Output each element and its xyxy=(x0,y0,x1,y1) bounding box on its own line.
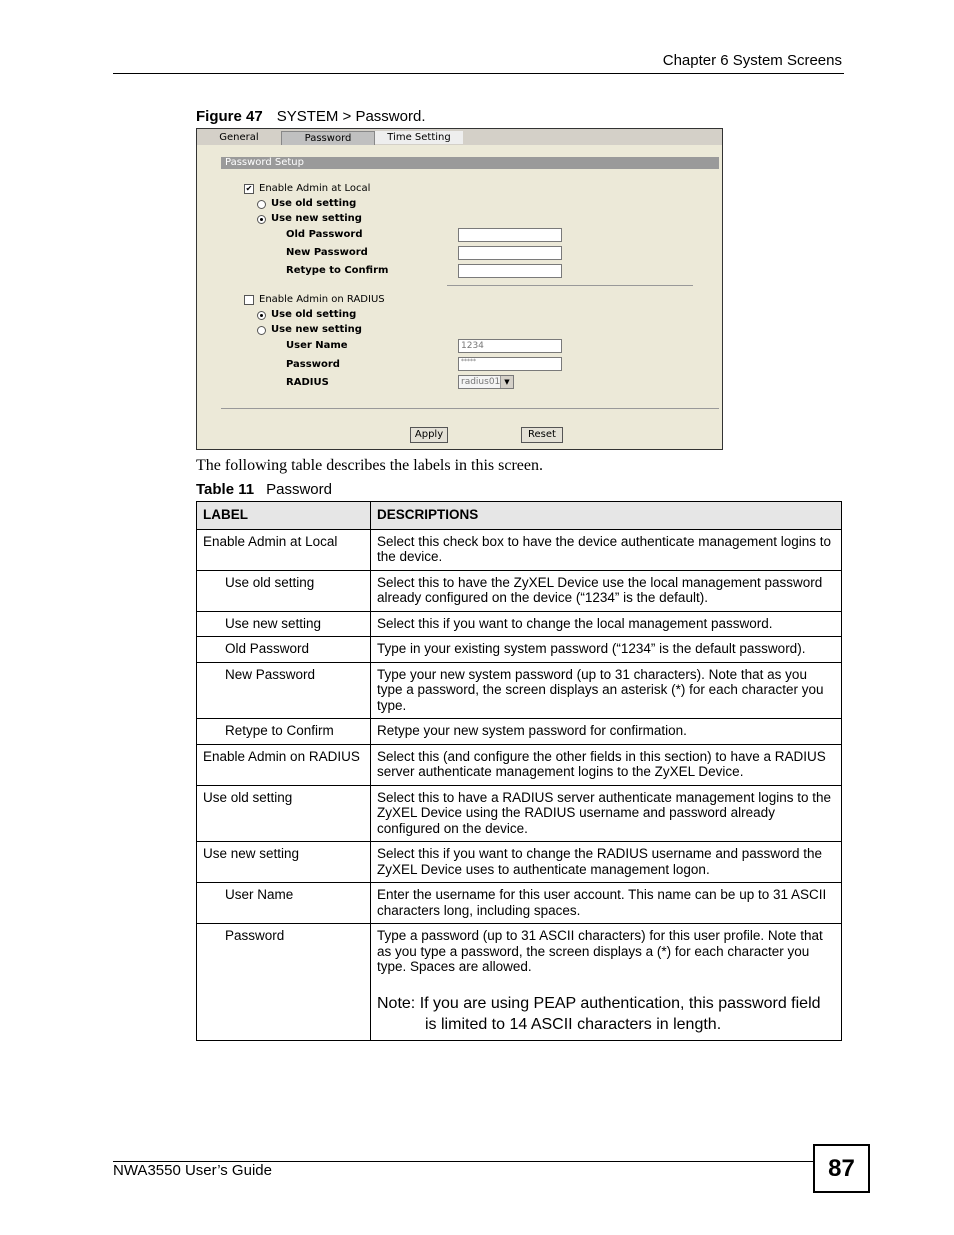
row-desc: Select this to have the ZyXEL Device use the local management password already configured on the device (“1234” is the default). xyxy=(371,570,842,611)
table-row xyxy=(197,529,842,570)
enable-radius-checkbox[interactable] xyxy=(244,295,254,305)
row-label: New Password xyxy=(197,662,371,719)
old-password-input[interactable] xyxy=(458,228,562,242)
divider-bottom xyxy=(221,408,719,409)
row-desc: Select this to have a RADIUS server authenticate management logins to the ZyXEL Device using the RADIUS username and password already configured on the device. xyxy=(371,785,842,842)
new-password-label: New Password xyxy=(286,247,368,258)
table-row xyxy=(197,785,842,842)
section-header: Password Setup xyxy=(221,157,719,169)
retype-input[interactable] xyxy=(458,264,562,278)
page-number: 87 xyxy=(813,1144,870,1193)
radius-use-new-label: Use new setting xyxy=(271,324,362,335)
enable-local-checkbox[interactable]: ✔ xyxy=(245,184,253,193)
table-header-row xyxy=(197,502,842,530)
user-name-input[interactable]: 1234 xyxy=(458,339,562,353)
local-use-new-label: Use new setting xyxy=(271,213,362,224)
table-row xyxy=(197,744,842,785)
radius-server-select[interactable] xyxy=(458,375,514,389)
enable-radius-label: Enable Admin on RADIUS xyxy=(259,294,385,305)
table-number: Table 11 xyxy=(196,481,255,498)
radius-server-label: RADIUS xyxy=(286,377,329,388)
table-row xyxy=(197,842,842,883)
tab-general[interactable]: General xyxy=(219,132,259,143)
radius-server-value: radius01 xyxy=(461,377,501,387)
row-label: User Name xyxy=(197,883,371,924)
row-label: Use old setting xyxy=(197,785,371,842)
table-title: Password xyxy=(266,481,332,498)
table-caption xyxy=(196,481,332,498)
row-label: Use old setting xyxy=(197,570,371,611)
apply-button[interactable]: Apply xyxy=(410,427,448,443)
figure-title: SYSTEM > Password. xyxy=(276,108,426,125)
password-table xyxy=(196,501,842,1041)
local-use-new-radio[interactable] xyxy=(257,215,266,224)
peap-note: Note: If you are using PEAP authentication, this password field is limited to 14 ASCII characters in length. xyxy=(377,994,821,1033)
table-row xyxy=(197,719,842,745)
row-desc: Type in your existing system password (“1234” is the default password). xyxy=(371,637,842,663)
enable-local-label: Enable Admin at Local xyxy=(259,183,371,194)
header-rule xyxy=(113,73,844,74)
tab-time-setting[interactable]: Time Setting xyxy=(375,131,463,144)
tab-password[interactable]: Password xyxy=(281,131,375,145)
row-desc: Select this if you want to change the RADIUS username and password the ZyXEL Device uses to authenticate management logon. xyxy=(371,842,842,883)
row-desc: Type a password (up to 31 ASCII characters) for this user profile. Note that as you type a password, the screen displays a (*) for each character you type. Spaces are allowed. xyxy=(377,928,823,974)
radius-use-old-radio[interactable] xyxy=(257,311,266,320)
radius-use-old-label: Use old setting xyxy=(271,309,357,320)
reset-button[interactable]: Reset xyxy=(521,427,563,443)
row-desc: Select this if you want to change the local management password. xyxy=(371,611,842,637)
row-desc-cell xyxy=(371,924,842,1041)
row-label: Old Password xyxy=(197,637,371,663)
row-desc: Type your new system password (up to 31 characters). Note that as you type a password, the screen displays an asterisk (*) for each character you type. xyxy=(371,662,842,719)
local-use-old-radio[interactable] xyxy=(257,200,266,209)
col-descriptions: DESCRIPTIONS xyxy=(371,502,842,530)
table-row xyxy=(197,637,842,663)
old-password-label: Old Password xyxy=(286,229,363,240)
row-desc: Select this check box to have the device authenticate management logins to the device. xyxy=(371,529,842,570)
radius-use-new-radio[interactable] xyxy=(257,326,266,335)
figure-caption xyxy=(196,108,426,125)
table-row xyxy=(197,883,842,924)
password-screen xyxy=(196,128,723,450)
row-desc: Enter the username for this user account. This name can be up to 31 ASCII characters long, including spaces. xyxy=(371,883,842,924)
figure-number: Figure 47 xyxy=(196,108,263,125)
row-desc: Retype your new system password for confirmation. xyxy=(371,719,842,745)
radius-password-input[interactable]: ***** xyxy=(458,357,562,371)
row-label: Enable Admin on RADIUS xyxy=(197,744,371,785)
row-label: Enable Admin at Local xyxy=(197,529,371,570)
divider xyxy=(447,285,693,286)
row-label: Password xyxy=(197,924,371,1041)
table-row xyxy=(197,924,842,1041)
new-password-input[interactable] xyxy=(458,246,562,260)
table-row xyxy=(197,611,842,637)
local-use-old-label: Use old setting xyxy=(271,198,357,209)
chapter-header: Chapter 6 System Screens xyxy=(662,52,842,69)
tab-bar xyxy=(197,129,722,145)
user-name-label: User Name xyxy=(286,340,348,351)
row-label: Use new setting xyxy=(197,842,371,883)
radius-password-label: Password xyxy=(286,359,340,370)
table-row xyxy=(197,662,842,719)
row-label: Use new setting xyxy=(197,611,371,637)
intro-text: The following table describes the labels in this screen. xyxy=(196,457,544,474)
row-label: Retype to Confirm xyxy=(197,719,371,745)
table-row xyxy=(197,570,842,611)
retype-label: Retype to Confirm xyxy=(286,265,389,276)
guide-title: NWA3550 User’s Guide xyxy=(113,1162,272,1179)
row-desc: Select this (and configure the other fields in this section) to have a RADIUS server authenticate management logins to the ZyXEL Device. xyxy=(371,744,842,785)
col-label: LABEL xyxy=(197,502,371,530)
chevron-down-icon[interactable]: ▼ xyxy=(500,376,513,388)
